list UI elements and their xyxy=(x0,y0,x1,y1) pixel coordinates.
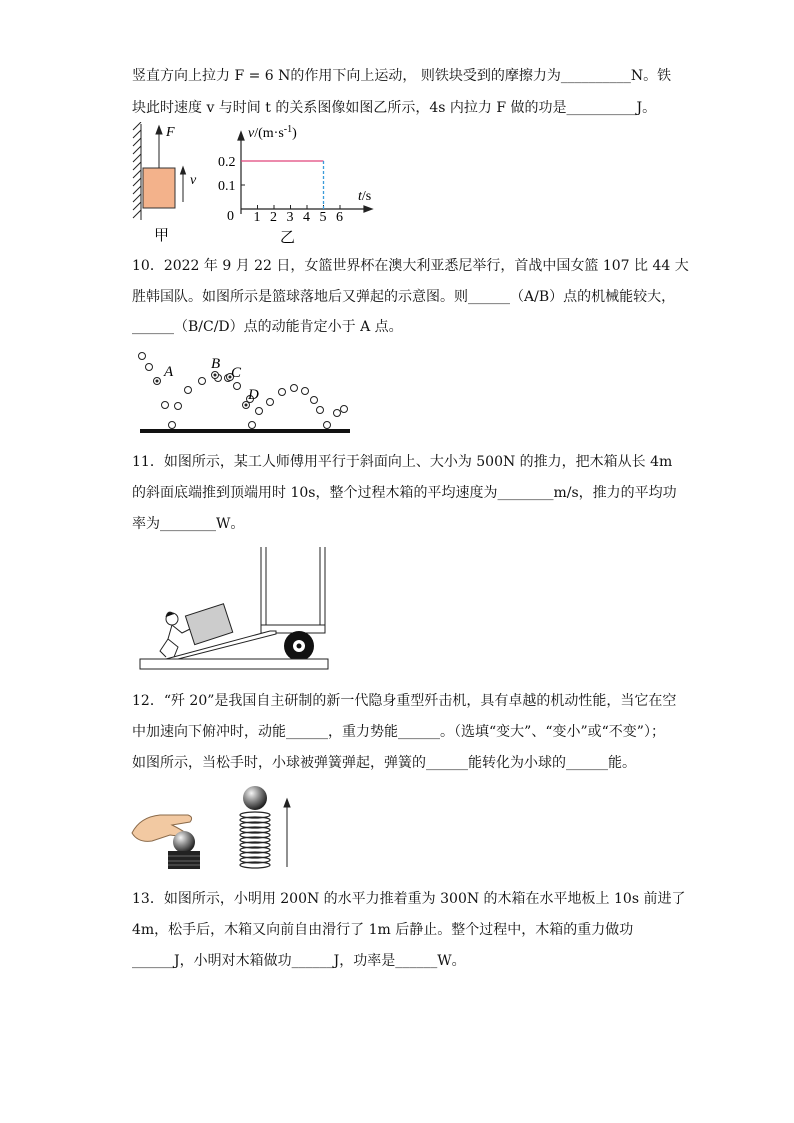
up-arrow xyxy=(284,799,290,867)
basketball-bounce-figure xyxy=(132,345,354,437)
ramp-truck-figure xyxy=(138,547,330,671)
point-a-label: A xyxy=(164,364,174,380)
q10-line-1: 10．2022 年 9 月 22 日，女篮世界杯在澳大利亚悉尼举行，首战中国女篮 107 比 44 大 xyxy=(132,258,689,274)
force-arrow xyxy=(156,126,162,168)
figure-jia xyxy=(126,122,208,246)
ball-released xyxy=(243,786,267,810)
force-label: F xyxy=(166,125,175,140)
spring-ball-figure xyxy=(130,785,300,871)
q11-line-2: 的斜面底端推到顶端用时 10s，整个过程木箱的平均速度为________m/s，推力的平均功 xyxy=(132,485,677,501)
q11-line-1: 11．如图所示，某工人师傅用平行于斜面向上、大小为 500N 的推力，把木箱从长 4m xyxy=(132,454,673,470)
y-axis-label: $v/(m\cdot s^{-1})$ xyxy=(248,124,297,141)
x-tick-label: 4 xyxy=(303,210,310,225)
spring-extended xyxy=(240,812,270,868)
y-tick-label: 0.1 xyxy=(218,179,236,194)
q9-line-2: 块此时速度 v 与时间 t 的关系图像如图乙所示，4s 内拉力 F 做的功是__________J。 xyxy=(132,100,657,116)
iron-block xyxy=(143,168,175,208)
point-c-label: C xyxy=(231,365,242,381)
q12-line-3: 如图所示，当松手时，小球被弹簧弹起，弹簧的______能转化为小球的______能。 xyxy=(132,755,636,771)
figure-yi xyxy=(218,122,386,250)
tick-group xyxy=(218,155,343,225)
spring-compressed xyxy=(168,851,200,869)
velocity-label: v xyxy=(190,173,197,188)
ground-platform xyxy=(140,659,328,669)
x-tick-label: 6 xyxy=(336,210,343,225)
point-b-label: B xyxy=(211,356,221,372)
q13-line-1: 13．如图所示，小明用 200N 的水平力推着重为 300N 的木箱在水平地板上 10s 前进了 xyxy=(132,891,686,907)
x-tick-label: 5 xyxy=(319,210,327,225)
q13-line-2: 4m，松手后，木箱又向前自由滑行了 1m 后静止。整个过程中，木箱的重力做功 xyxy=(132,922,634,938)
origin-label: 0 xyxy=(227,209,234,224)
x-tick-label: 3 xyxy=(286,210,294,225)
q9-line-1: 竖直方向上拉力 F = 6 N的作用下向上运动， 则铁块受到的摩擦力为__________N。铁 xyxy=(132,68,672,84)
wall-hatching xyxy=(133,122,141,220)
x-tick-label: 1 xyxy=(253,210,261,225)
point-d-label: D xyxy=(248,387,259,403)
y-tick-label: 0.2 xyxy=(218,155,236,170)
truck-wheel xyxy=(284,631,314,661)
y-axis xyxy=(238,132,244,214)
q12-line-2: 中加速向下俯冲时，动能______，重力势能______。（选填“变大”、“变小”或“不变”）； xyxy=(132,724,665,740)
worker xyxy=(160,612,190,657)
ground xyxy=(140,429,350,433)
q10-line-3: ______（B/C/D）点的动能肯定小于 A 点。 xyxy=(132,319,403,335)
caption-jia: 甲 xyxy=(154,228,170,244)
ball-compressed xyxy=(173,831,195,853)
q12-line-1: 12．“歼 20”是我国自主研制的新一代隐身重型歼击机，具有卓越的机动性能，当它在空 xyxy=(132,693,677,709)
x-tick-label: 2 xyxy=(270,210,277,225)
q10-line-2: 胜韩国队。如图所示是篮球落地后又弹起的示意图。则______（A/B）点的机械能较大， xyxy=(132,289,676,305)
q13-line-3: ______J，小明对木箱做功______J，功率是______W。 xyxy=(132,953,466,969)
q11-line-3: 率为________W。 xyxy=(132,516,245,532)
x-axis-label: t/s xyxy=(358,189,372,204)
velocity-arrow xyxy=(181,167,186,202)
wooden-box xyxy=(185,604,232,645)
truck xyxy=(261,547,325,633)
caption-yi: 乙 xyxy=(280,230,296,246)
